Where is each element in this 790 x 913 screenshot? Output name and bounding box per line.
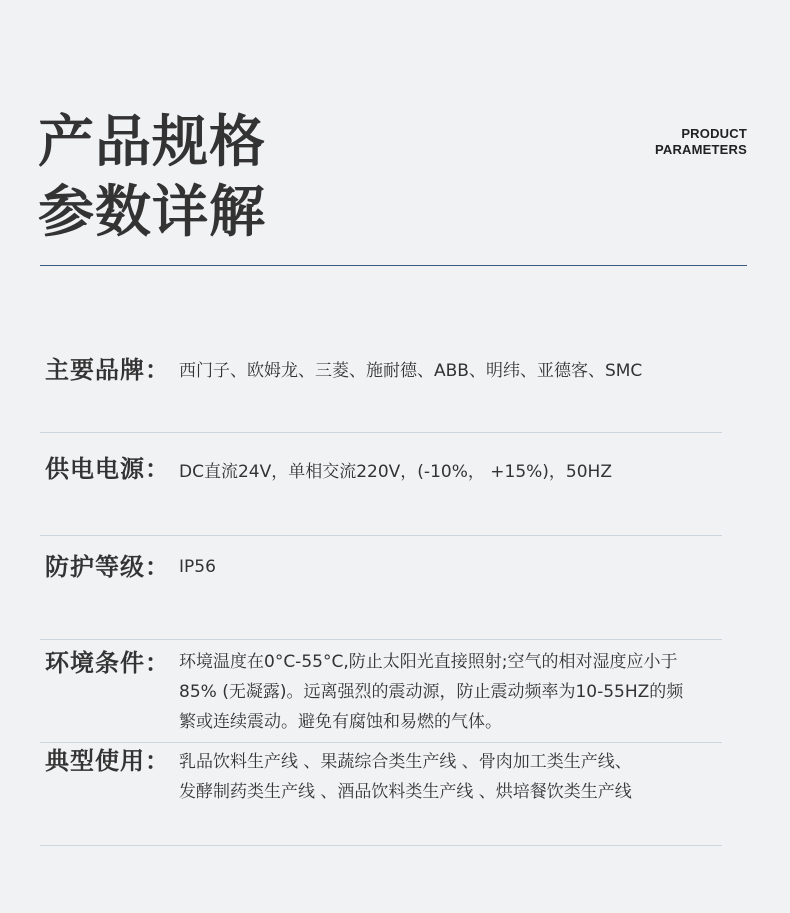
row-divider: [40, 639, 722, 640]
spec-value-line: IP56: [179, 557, 216, 577]
english-subtitle-line-1: PRODUCT: [681, 126, 747, 141]
spec-value-line: 环境温度在0°C-55°C,防止太阳光直接照射;空气的相对湿度应小于: [179, 652, 678, 672]
spec-value-protection: [179, 552, 216, 582]
spec-label-applications: 典型使用：: [45, 747, 170, 775]
header-divider: [40, 265, 747, 266]
row-divider: [40, 742, 722, 743]
row-divider: [40, 432, 722, 433]
page-title-line-1: 产品规格: [38, 110, 266, 175]
spec-label-power: 供电电源：: [45, 455, 170, 483]
spec-value-line: 乳品饮料生产线 、果蔬综合类生产线 、骨肉加工类生产线、: [179, 752, 632, 772]
spec-value-environment: [179, 647, 683, 737]
spec-label-brands: 主要品牌：: [45, 356, 170, 384]
spec-value-line: 发酵制药类生产线 、酒品饮料类生产线 、烘培餐饮类生产线: [179, 782, 632, 802]
spec-value-line: 西门子、欧姆龙、三菱、施耐德、ABB、明纬、亚德客、SMC: [179, 361, 643, 381]
spec-value-line: 繁或连续震动。避免有腐蚀和易燃的气体。: [179, 712, 502, 732]
english-subtitle: [655, 126, 747, 158]
spec-value-brands: [179, 356, 642, 386]
spec-value-line: 85% (无凝露)。远离强烈的震动源，防止震动频率为10-55HZ的频: [179, 682, 684, 702]
spec-label-protection: 防护等级：: [45, 553, 170, 581]
spec-label-environment: 环境条件：: [45, 649, 170, 677]
spec-value-power: [179, 457, 612, 487]
spec-value-line: DC直流24V，单相交流220V，(-10%， +15%)，50HZ: [179, 462, 612, 482]
row-divider: [40, 535, 722, 536]
spec-value-applications: [179, 747, 632, 807]
row-divider: [40, 845, 722, 846]
page-title-line-2: 参数详解: [38, 180, 266, 245]
english-subtitle-line-2: PARAMETERS: [654, 142, 747, 157]
